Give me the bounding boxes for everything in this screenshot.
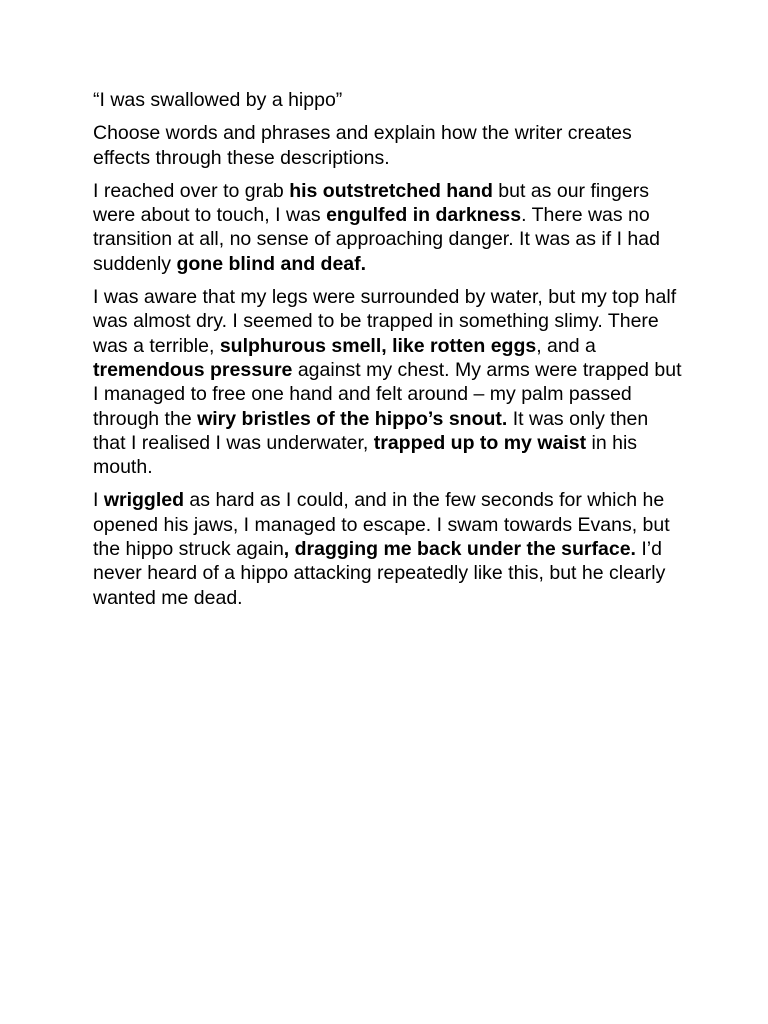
highlighted-phrase: trapped up to my waist	[373, 431, 587, 454]
story-paragraph	[93, 488, 683, 609]
paragraph-text: I	[93, 489, 104, 512]
document-instruction: Choose words and phrases and explain how the writer creates effects through these descriptions.	[93, 122, 632, 169]
paragraph-text: I’d never heard of a hippo attacking repeatedly like this, but he clearly wanted me dead.	[93, 538, 666, 609]
story-paragraph	[93, 179, 683, 276]
paragraph-text: as hard as I could, and in the few seconds for which he opened his jaws, I managed to escape. I swam towards Evans, but the hippo struck again	[93, 489, 670, 561]
paragraph-text: I was aware that my legs were surrounded by water, but my top half was almost dry. I seemed to be trapped in something slimy. There was a terrible,	[93, 286, 677, 357]
highlighted-phrase: sulphurous smell, like rotten eggs	[219, 334, 537, 357]
highlighted-phrase: , dragging me back under the surface.	[283, 538, 636, 561]
document-title: “I was swallowed by a hippo”	[93, 89, 343, 111]
paragraph-text: in his mouth.	[93, 431, 638, 479]
story-paragraph	[93, 285, 683, 479]
highlighted-phrase: gone blind and deaf.	[176, 252, 367, 275]
paragraph-text: It was only then that I realised I was underwater,	[93, 407, 649, 454]
highlighted-phrase: wiry bristles of the hippo’s snout.	[197, 407, 508, 430]
highlighted-phrase: tremendous pressure	[93, 358, 293, 381]
document-body	[93, 88, 683, 619]
highlighted-phrase: wriggled	[103, 489, 185, 512]
highlighted-phrase: engulfed in darkness	[326, 204, 522, 227]
story-paragraphs	[93, 179, 683, 610]
paragraph-text: . There was no transition at all, no sense of approaching danger. It was as if I had suddenly	[93, 204, 660, 275]
paragraph-text: against my chest. My arms were trapped but I managed to free one hand and felt around – my palm passed through the	[93, 358, 682, 430]
paragraph-text: but as our fingers were about to touch, I was	[93, 179, 649, 227]
paragraph-text: , and a	[536, 334, 596, 357]
paragraph-text: I reached over to grab	[93, 179, 290, 202]
highlighted-phrase: his outstretched hand	[289, 179, 493, 202]
